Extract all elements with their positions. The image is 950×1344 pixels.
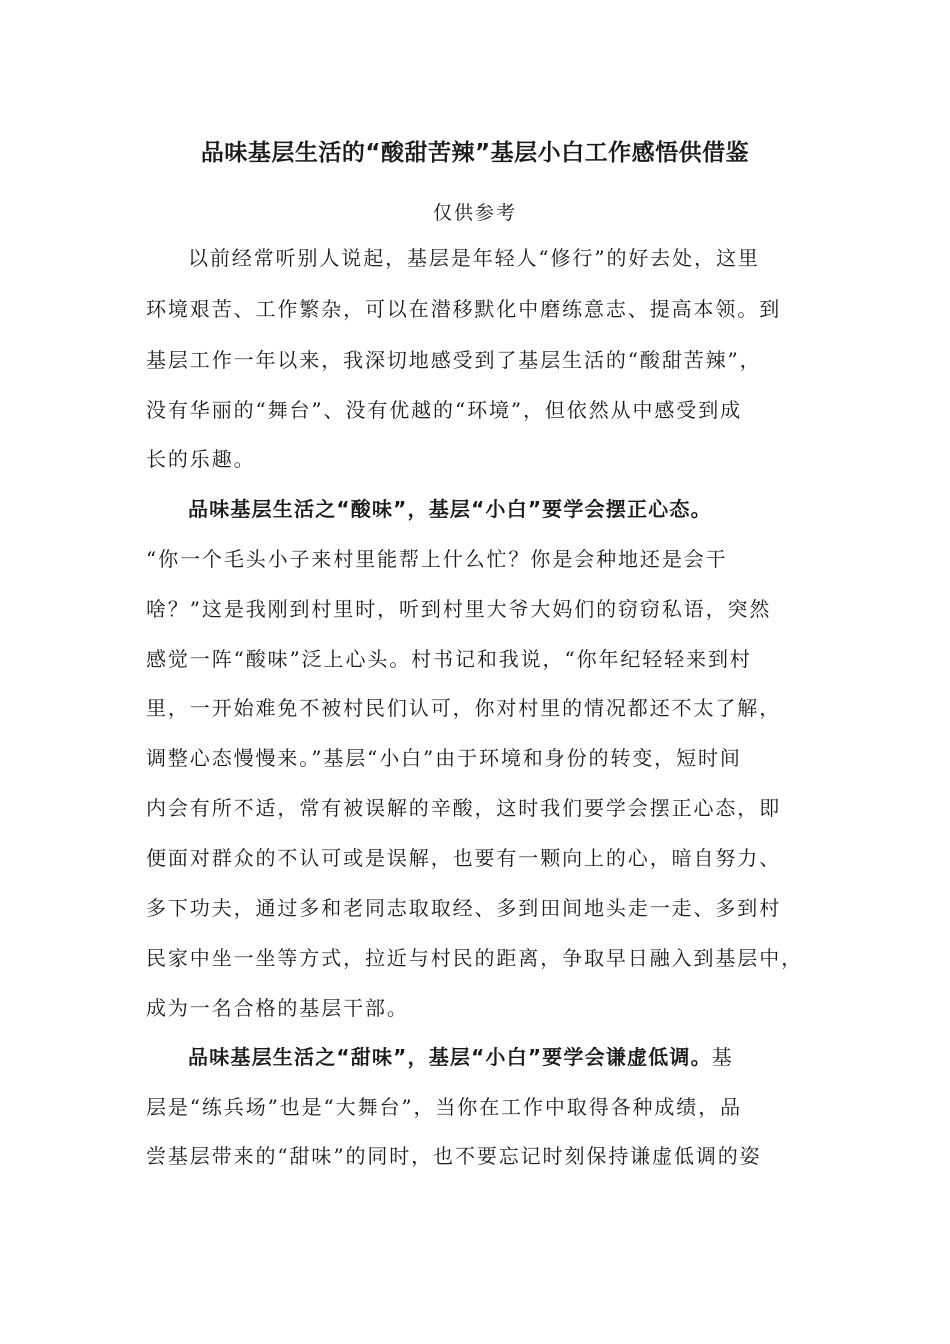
paragraph-line: 以前经常听别人说起，基层是年轻人“修行”的好去处，这里 [188, 246, 760, 270]
paragraph-line: 尝基层带来的“甜味”的同时，也不要忘记时刻保持谦虚低调的姿 [146, 1144, 762, 1168]
paragraph-line: 里，一开始难免不被村民们认可，你对村里的情况都还不太了解， [146, 696, 782, 720]
paragraph-line: 便面对群众的不认可或是误解，也要有一颗向上的心，暗自努力、 [146, 846, 782, 870]
section-heading: 品味基层生活之“酸味”，基层“小白”要学会摆正心态。 [188, 497, 712, 521]
document-subtitle: 仅供参考 [432, 202, 517, 224]
paragraph-line: 层是“练兵场”也是“大舞台”，当你在工作中取得各种成绩，品 [146, 1095, 742, 1119]
paragraph-line: 长的乐趣。 [146, 447, 256, 471]
paragraph-line: 感觉一阵“酸味”泛上心头。村书记和我说，“你年纪轻轻来到村 [146, 647, 752, 671]
paragraph-line: 环境艰苦、工作繁杂，可以在潜移默化中磨练意志、提高本领。到 [146, 297, 782, 321]
section-heading-line [188, 1042, 734, 1072]
paragraph-line: 民家中坐一坐等方式，拉近与村民的距离，争取早日融入到基层中， [146, 946, 803, 970]
paragraph-line: 调整心态慢慢来。”基层“小白”由于环境和身份的转变，短时间 [146, 746, 742, 770]
paragraph-line: “你一个毛头小子来村里能帮上什么忙？你是会种地还是会干 [146, 547, 728, 571]
paragraph-line: 没有华丽的“舞台”、没有优越的“环境”，但依然从中感受到成 [146, 398, 742, 422]
paragraph-line: 内会有所不适，常有被误解的辛酸，这时我们要学会摆正心态，即 [146, 796, 782, 820]
paragraph-line: 基层工作一年以来，我深切地感受到了基层生活的“酸甜苦辣”， [146, 348, 762, 372]
heading-continuation: 基 [711, 1045, 734, 1069]
section-heading: 品味基层生活之“甜味”，基层“小白”要学会谦虚低调。 [188, 1045, 712, 1069]
document-title: 品味基层生活的“酸甜苦辣”基层小白工作感悟供借鉴 [200, 140, 750, 166]
paragraph-line: 成为一名合格的基层干部。 [146, 996, 409, 1020]
paragraph-line: 多下功夫，通过多和老同志取取经、多到田间地头走一走、多到村 [146, 896, 782, 920]
paragraph-line: 啥？”这是我刚到村里时，听到村里大爷大妈们的窃窃私语，突然 [146, 597, 772, 621]
